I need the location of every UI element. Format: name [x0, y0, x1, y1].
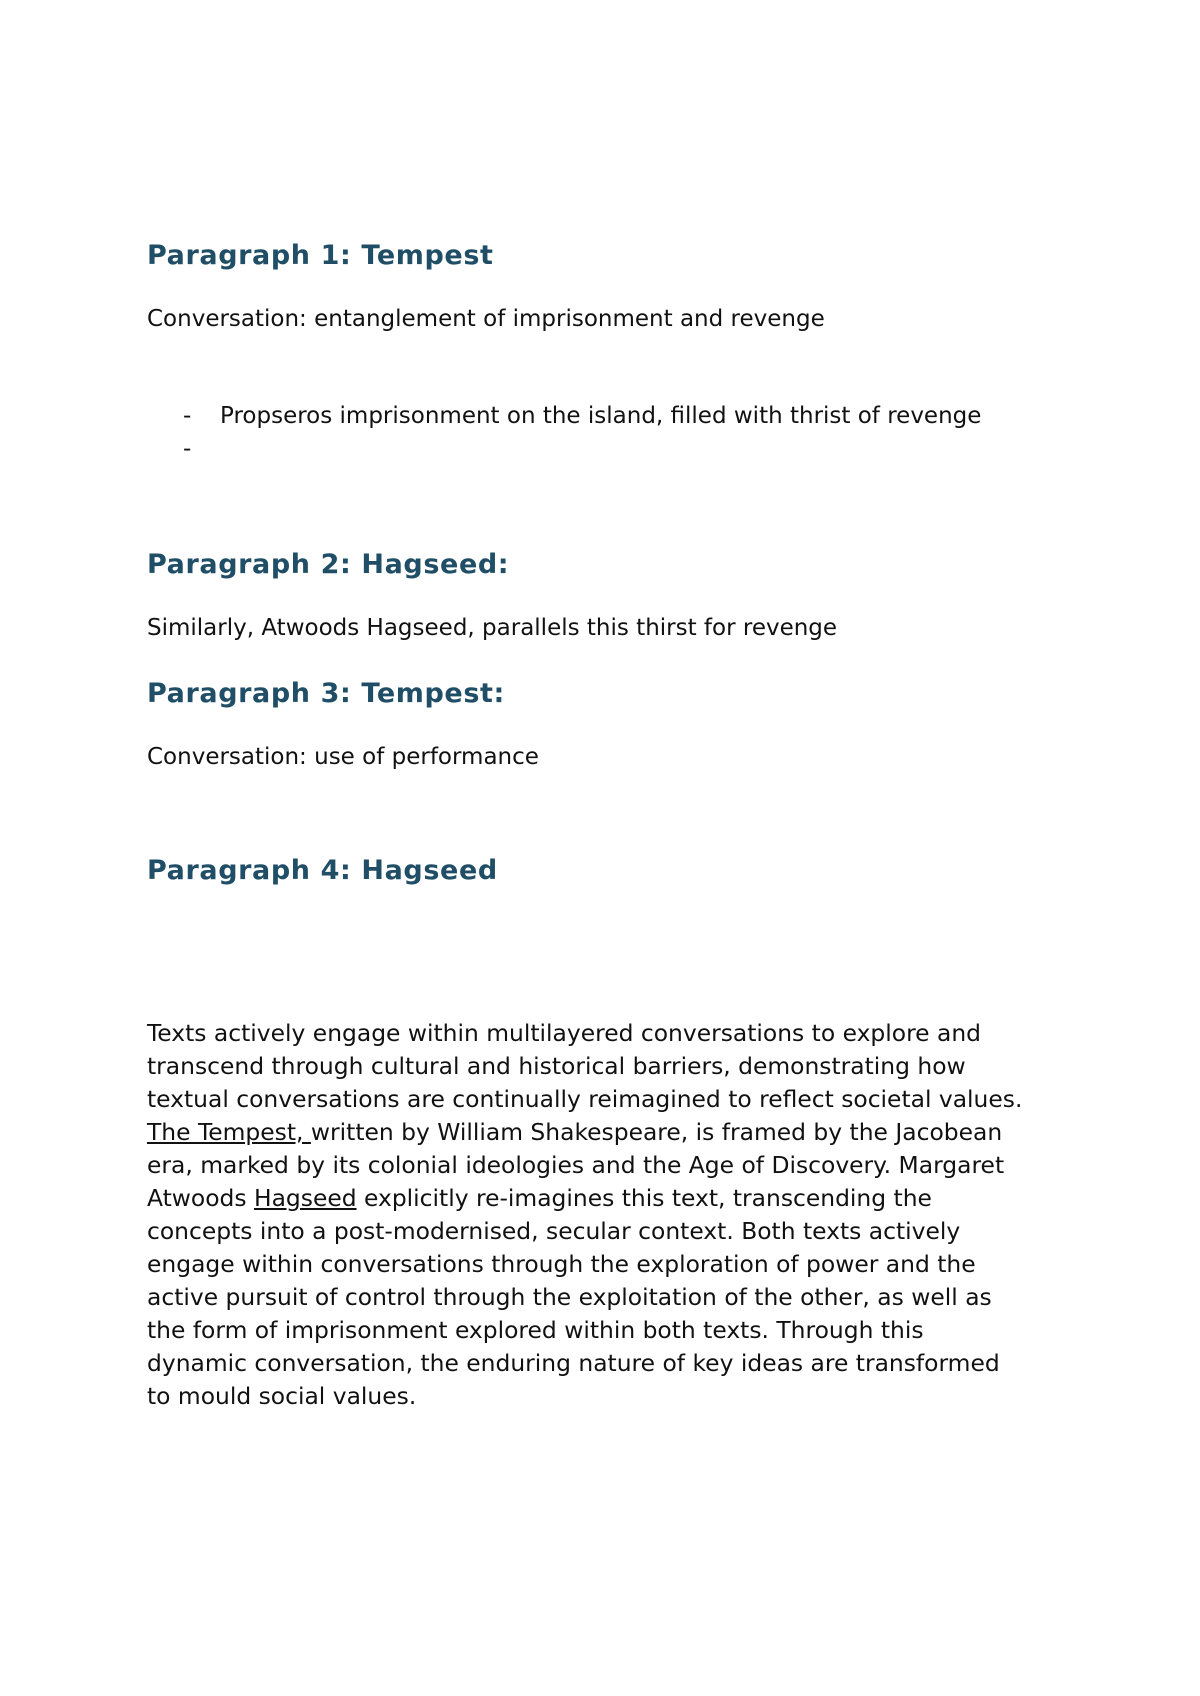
- intro-line-text: Atwoods: [147, 1184, 254, 1212]
- title-the-tempest: The Tempest,: [147, 1118, 311, 1146]
- bullet-marker: -: [183, 436, 192, 462]
- heading-paragraph-4: Paragraph 4: Hagseed: [147, 855, 498, 886]
- intro-line-text: explicitly re-imagines this text, transcending the: [356, 1184, 932, 1212]
- intro-paragraph: [147, 1017, 1067, 1413]
- intro-line: Texts actively engage within multilayered conversations to explore and: [147, 1019, 981, 1047]
- intro-line: to mould social values.: [147, 1382, 417, 1410]
- intro-line: engage within conversations through the exploration of power and the: [147, 1250, 976, 1278]
- title-hagseed: Hagseed: [253, 1184, 357, 1212]
- heading-paragraph-3: Paragraph 3: Tempest:: [147, 678, 505, 709]
- bullet-marker: -: [183, 403, 192, 429]
- intro-line: [147, 1116, 1067, 1149]
- conversation-paragraph-3: Conversation: use of performance: [147, 744, 539, 770]
- intro-line: transcend through cultural and historical barriers, demonstrating how: [147, 1052, 966, 1080]
- intro-line: the form of imprisonment explored within both texts. Through this: [147, 1316, 924, 1344]
- heading-paragraph-1: Paragraph 1: Tempest: [147, 240, 494, 271]
- intro-line: [147, 1182, 1067, 1215]
- text-paragraph-2: Similarly, Atwoods Hagseed, parallels this thirst for revenge: [147, 615, 838, 641]
- list-item: [183, 403, 981, 429]
- intro-line: active pursuit of control through the exploitation of the other, as well as: [147, 1283, 992, 1311]
- intro-line: textual conversations are continually reimagined to reflect societal values.: [147, 1085, 1023, 1113]
- bullet-text: Propseros imprisonment on the island, filled with thrist of revenge: [220, 403, 982, 429]
- intro-line: era, marked by its colonial ideologies and the Age of Discovery. Margaret: [147, 1151, 1005, 1179]
- list-item: [183, 436, 220, 462]
- conversation-paragraph-1: Conversation: entanglement of imprisonment and revenge: [147, 306, 825, 332]
- heading-paragraph-2: Paragraph 2: Hagseed:: [147, 549, 510, 580]
- intro-line: dynamic conversation, the enduring nature of key ideas are transformed: [147, 1349, 1000, 1377]
- intro-line: concepts into a post-modernised, secular context. Both texts actively: [147, 1217, 961, 1245]
- intro-line-text: written by William Shakespeare, is framed by the Jacobean: [310, 1118, 1003, 1146]
